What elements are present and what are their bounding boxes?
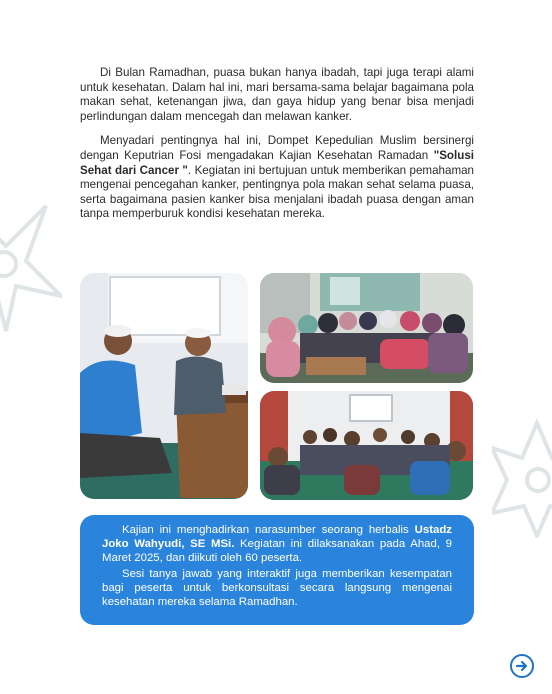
arrow-right-icon (515, 659, 529, 673)
speaker-name: Ustadz Joko Wahyudi, SE MSi. (102, 524, 452, 551)
next-page-button[interactable] (510, 654, 534, 678)
qa-paragraph: Sesi tanya jawab yang interaktif juga memberikan kesempatan bagi peserta untuk berkonsultasi secara langsung mengenai kesehatan mereka selama Ramadhan. (102, 567, 452, 609)
event-details: Kegiatan ini dilaksanakan pada Ahad, 9 Maret 2025, dan diikuti oleh 60 peserta. (102, 538, 452, 565)
event-title: "Solusi Sehat dari Cancer " (80, 148, 474, 177)
event-paragraph-tail: . Kegiatan ini bertujuan untuk memberikan pemahaman mengenai pencegahan kanker, pentingnya pola makan sehat selama puasa, serta bagaimana pasien kanker bisa menjalani ibadah puasa dengan aman tanpa memperburuk kondisi kesehatan mereka. (80, 163, 474, 221)
consultation-photo (80, 273, 248, 499)
event-paragraph (80, 134, 474, 222)
event-info-box (80, 515, 474, 625)
women-audience-photo (260, 273, 473, 383)
intro-paragraph: Di Bulan Ramadhan, puasa bukan hanya ibadah, tapi juga terapi alami untuk kesehatan. Dalam hal ini, mari bersama-sama belajar bagaimana pola makan sehat, ketenangan jiwa, dan gaya hidup yang benar bisa menjadi perlindungan dalam mencegah dan melawan kanker. (80, 66, 474, 123)
speaker-paragraph (102, 523, 452, 566)
speaker-intro: Kajian ini menghadirkan narasumber seorang herbalis (122, 524, 415, 536)
event-paragraph-lead: Menyadari pentingnya hal ini, Dompet Kepedulian Muslim bersinergi dengan Keputrian Fosi mengadakan Kajian Kesehatan Ramadan (80, 134, 474, 162)
ornament-right-icon (492, 418, 552, 538)
article-text (80, 66, 474, 222)
men-audience-photo (260, 391, 473, 500)
ornament-left-icon (0, 186, 62, 336)
